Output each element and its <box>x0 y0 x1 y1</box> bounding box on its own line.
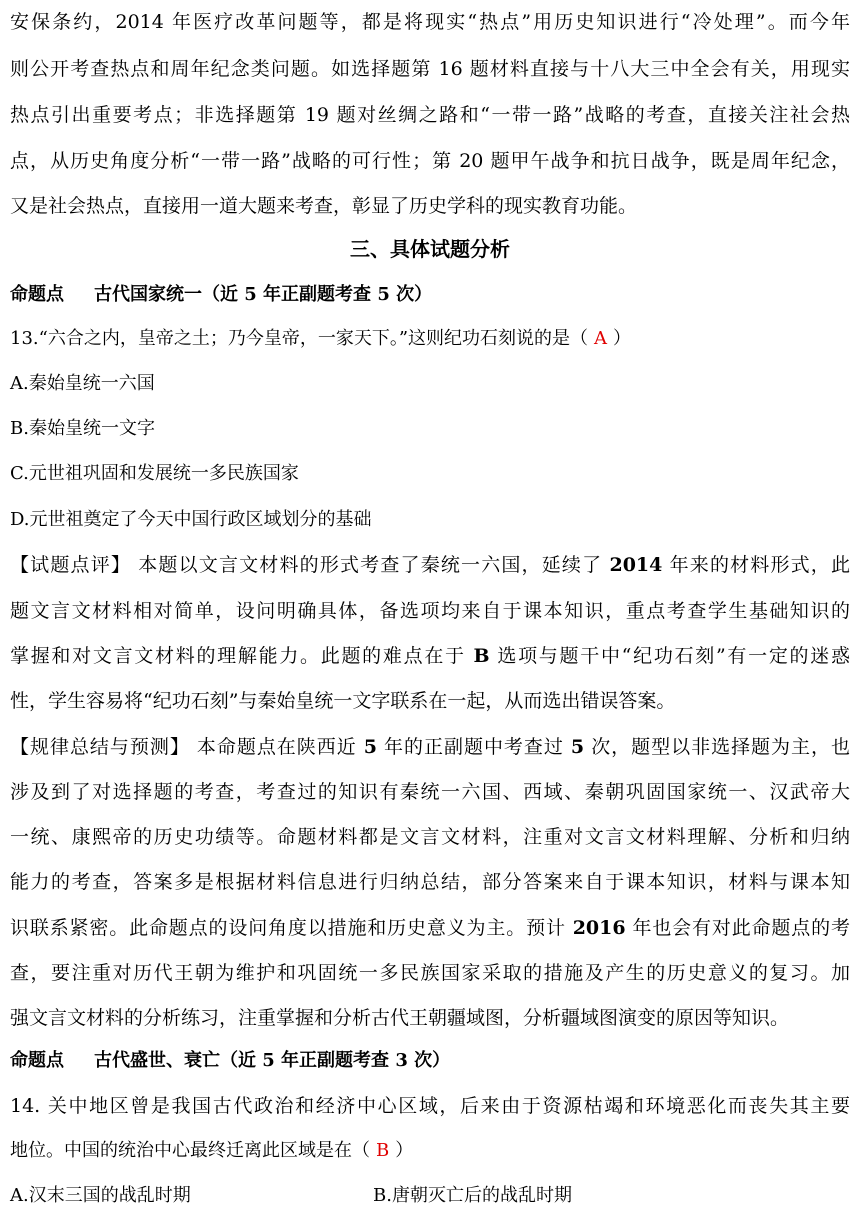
topic-label: 命题点 <box>10 284 64 305</box>
intro-line-1: 安保条约，2014 年医疗改革问题等，都是将现实“热点”用历史知识进行“冷处理”。而今年 <box>10 11 850 33</box>
summary-line-1: 【规律总结与预测】 本命题点在陕西近 5 年的正副题中考查过 5 次，题型以非选择题为主，也 <box>10 736 850 758</box>
intro-line-3: 热点引出重要考点；非选择题第 19 题对丝绸之路和“一带一路”战略的考查，直接关注社会热 <box>10 104 850 126</box>
topic-note: （近 5 年正副题考查 3 次） <box>220 1050 451 1071</box>
option-a: A.秦始皇统一六国 <box>10 373 155 394</box>
summary-line-5: 识联系紧密。此命题点的设问角度以措施和历史意义为主。预计 2016 年也会有对此命题点的考 <box>10 917 850 939</box>
summary-line-3: 一统、康熙帝的历史功绩等。命题材料都是文言文材料，注重对文言文材料理解、分析和归纳 <box>10 826 850 848</box>
topic-label: 命题点 <box>10 1050 64 1071</box>
topic-title: 古代盛世、衰亡 <box>94 1050 220 1071</box>
option-c: C.元世祖巩固和发展统一多民族国家 <box>10 463 299 484</box>
topic-heading-2 <box>10 1049 450 1073</box>
summary-line-2: 涉及到了对选择题的考查，考查过的知识有秦统一六国、西域、秦朝巩固国家统一、汉武帝大 <box>10 781 850 803</box>
summary-line-4: 能力的考查，答案多是根据材料信息进行归纳总结，部分答案来自于课本知识，材料与课本知 <box>10 871 850 893</box>
intro-line-4: 点，从历史角度分析“一带一路”战略的可行性；第 20 题甲午战争和抗日战争，既是周年纪念， <box>10 150 850 172</box>
topic-note: （近 5 年正副题考查 5 次） <box>202 284 433 305</box>
review-line-2: 题文言文材料相对简单，设问明确具体，备选项均来自于课本知识，重点考查学生基础知识的 <box>10 600 850 622</box>
question-13-stem: 13.“六合之内，皇帝之土；乃今皇帝，一家天下。”这则纪功石刻说的是（ A ） <box>10 328 632 349</box>
review-line-1: 【试题点评】 本题以文言文材料的形式考查了秦统一六国，延续了 2014 年来的材料形式，此 <box>10 554 850 576</box>
option-b: B.唐朝灭亡后的战乱时期 <box>373 1185 572 1206</box>
topic-heading-1 <box>10 283 432 307</box>
intro-line-2: 则公开考查热点和周年纪念类问题。如选择题第 16 题材料直接与十八大三中全会有关，用现实 <box>10 58 850 80</box>
review-line-4: 性，学生容易将“纪功石刻”与秦始皇统一文字联系在一起，从而选出错误答案。 <box>10 690 676 712</box>
question-14-line-2: 地位。中国的统治中心最终迁离此区域是在（ B ） <box>10 1140 414 1161</box>
section-title: 三、具体试题分析 <box>350 237 510 261</box>
answer-mark: B <box>376 1140 390 1161</box>
answer-mark: A <box>594 328 608 349</box>
question-14-line-1: 14. 关中地区曾是我国古代政治和经济中心区域，后来由于资源枯竭和环境恶化而丧失其主要 <box>10 1095 850 1117</box>
summary-line-7: 强文言文材料的分析练习，注重掌握和分析古代王朝疆域图，分析疆域图演变的原因等知识。 <box>10 1007 790 1029</box>
summary-line-6: 查，要注重对历代王朝为维护和巩固统一多民族国家采取的措施及产生的历史意义的复习。加 <box>10 962 850 984</box>
topic-title: 古代国家统一 <box>94 284 202 305</box>
intro-line-5: 又是社会热点，直接用一道大题来考查，彰显了历史学科的现实教育功能。 <box>10 195 638 217</box>
option-b: B.秦始皇统一文字 <box>10 418 155 439</box>
option-d: D.元世祖奠定了今天中国行政区域划分的基础 <box>10 509 372 530</box>
option-a: A.汉末三国的战乱时期 <box>10 1185 191 1206</box>
review-line-3: 掌握和对文言文材料的理解能力。此题的难点在于 B 选项与题干中“纪功石刻”有一定的迷惑 <box>10 645 850 667</box>
